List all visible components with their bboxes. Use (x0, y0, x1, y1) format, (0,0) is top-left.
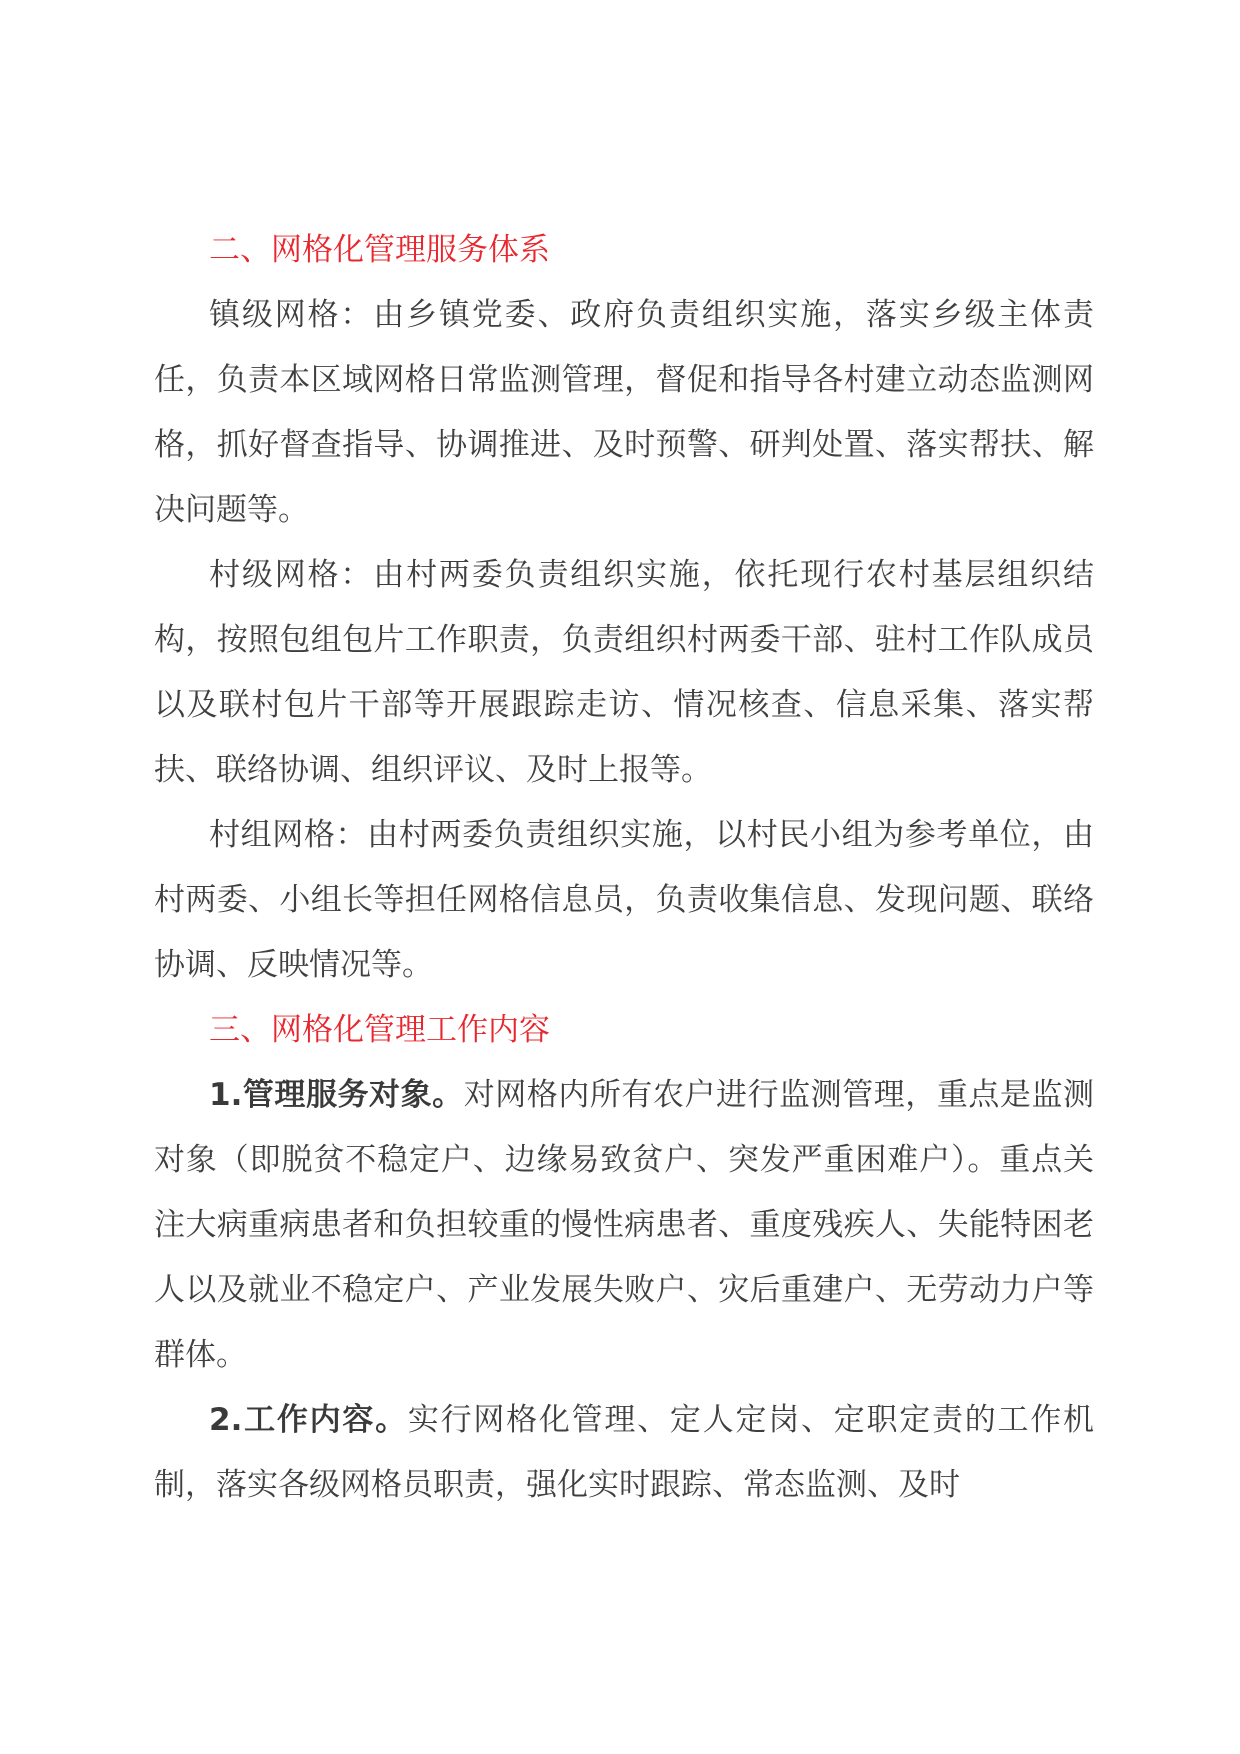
paragraph-town-grid: 镇级网格：由乡镇党委、政府负责组织实施，落实乡级主体责任，负责本区域网格日常监测管理，督促和指导各村建立动态监测网格，抓好督查指导、协调推进、及时预警、研判处置、落实帮扶、解决问题等。 (154, 297, 1094, 528)
paragraph-service-targets (154, 1063, 1094, 1388)
section-heading-2: 二、网格化管理服务体系 (209, 232, 550, 268)
document-page (154, 218, 1094, 1518)
paragraph-group-grid: 村组网格：由村两委负责组织实施，以村民小组为参考单位，由村两委、小组长等担任网格信息员，负责收集信息、发现问题、联络协调、反映情况等。 (154, 817, 1094, 983)
item-lead-1: 1.管理服务对象。 (209, 1077, 464, 1113)
paragraph-work-content (154, 1388, 1094, 1518)
item-text-1: 对网格内所有农户进行监测管理，重点是监测对象（即脱贫不稳定户、边缘易致贫户、突发严重困难户）。重点关注大病重病患者和负担较重的慢性病患者、重度残疾人、失能特困老人以及就业不稳定户、产业发展失败户、灾后重建户、无劳动力户等群体。 (154, 1077, 1094, 1373)
item-lead-2: 2.工作内容。 (209, 1402, 408, 1438)
section-heading-3: 三、网格化管理工作内容 (209, 1012, 550, 1048)
item-text-2: 实行网格化管理、定人定岗、定职定责的工作机制，落实各级网格员职责，强化实时跟踪、常态监测、及时 (154, 1402, 1094, 1503)
paragraph-village-grid: 村级网格：由村两委负责组织实施，依托现行农村基层组织结构，按照包组包片工作职责，负责组织村两委干部、驻村工作队成员以及联村包片干部等开展跟踪走访、情况核查、信息采集、落实帮扶、联络协调、组织评议、及时上报等。 (154, 557, 1094, 788)
